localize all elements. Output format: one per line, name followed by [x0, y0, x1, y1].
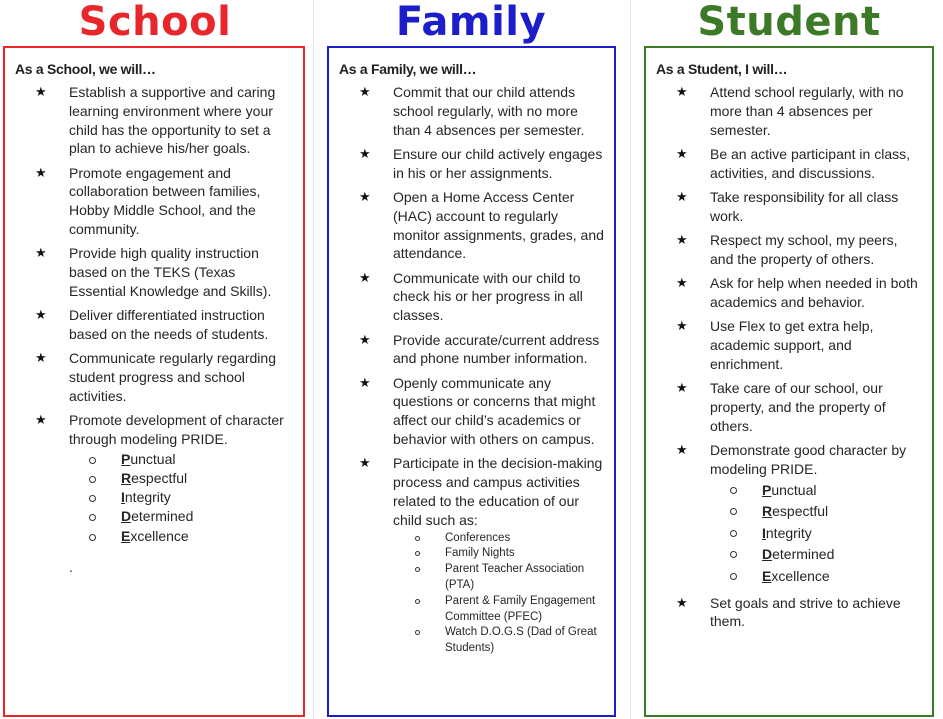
activities-list: [393, 531, 604, 657]
activity-item: Family Nights: [393, 546, 604, 562]
star-icon: ★: [359, 374, 371, 390]
student-commitments-list: [656, 83, 922, 631]
list-item: [656, 317, 922, 373]
list-item: [15, 349, 293, 405]
student-box: [644, 46, 934, 717]
star-icon: ★: [676, 380, 688, 396]
student-heading: As a Student, I will…: [656, 61, 788, 77]
item-text: Promote development of character through modeling PRIDE.: [69, 412, 284, 448]
item-text: Openly communicate any questions or concerns that might affect our child’s academics or behavior with others on campus.: [393, 374, 596, 448]
list-item: [656, 231, 922, 269]
list-item: [656, 83, 922, 139]
item-text: Open a Home Access Center (HAC) account to regularly monitor assignments, grades, and attendance.: [393, 188, 604, 262]
list-item: [656, 188, 922, 226]
pride-item: Integrity: [69, 488, 293, 507]
family-commitments-list: [339, 83, 604, 657]
circle-bullet-icon: [415, 551, 420, 556]
item-text: Provide accurate/current address and phone number information.: [393, 331, 600, 367]
item-text: Set goals and strive to achieve them.: [710, 594, 901, 630]
family-box: [327, 46, 616, 717]
star-icon: ★: [359, 188, 371, 204]
star-icon: ★: [359, 331, 371, 347]
list-item: [15, 244, 293, 300]
star-icon: ★: [359, 145, 371, 161]
circle-bullet-icon: [730, 487, 737, 494]
pride-item: Respectful: [710, 501, 922, 523]
family-column: [322, 0, 620, 655]
school-commitments-list: [15, 83, 293, 546]
circle-bullet-icon: [730, 573, 737, 580]
school-title: School: [78, 0, 232, 45]
star-icon: ★: [676, 145, 688, 161]
item-text: Communicate regularly regarding student progress and school activities.: [69, 350, 276, 404]
circle-bullet-icon: [730, 508, 737, 515]
school-column: [0, 0, 310, 575]
list-item: [656, 145, 922, 183]
item-text: Deliver differentiated instruction based on the needs of students.: [69, 307, 269, 343]
circle-bullet-icon: [730, 551, 737, 558]
list-item: [656, 594, 922, 632]
column-divider: [630, 0, 631, 719]
item-text: Commit that our child attends school regularly, with no more than 4 absences per semester.: [393, 84, 585, 138]
circle-bullet-icon: [89, 457, 96, 464]
circle-bullet-icon: [730, 530, 737, 537]
star-icon: ★: [359, 84, 371, 99]
item-text: Ensure our child actively engages in his or her assignments.: [393, 145, 603, 181]
list-item: [656, 379, 922, 435]
item-text: Communicate with our child to check his or her progress in all classes.: [393, 269, 583, 324]
list-item: [656, 441, 922, 588]
pride-list: [710, 480, 922, 588]
star-icon: ★: [676, 188, 688, 204]
item-text: Take responsibility for all class work.: [710, 188, 899, 224]
item-text: Provide high quality instruction based on the TEKS (Texas Essential Knowledge and Skills).: [69, 245, 272, 299]
star-icon: ★: [359, 455, 371, 471]
circle-bullet-icon: [415, 536, 420, 541]
star-icon: ★: [35, 164, 47, 180]
list-item: [339, 374, 604, 449]
list-item: [339, 188, 604, 263]
list-item: [339, 83, 604, 139]
list-item: [339, 269, 604, 325]
list-item: [15, 411, 293, 546]
trailing-period: .: [69, 558, 73, 575]
pride-item: Respectful: [69, 469, 293, 488]
list-item: [656, 274, 922, 312]
activity-item: Parent & Family Engagement Committee (PFEC): [393, 594, 604, 626]
list-item: [15, 306, 293, 344]
column-divider: [313, 0, 314, 719]
circle-bullet-icon: [89, 534, 96, 541]
item-text: Demonstrate good character by modeling PRIDE.: [710, 442, 907, 477]
item-text: Respect my school, my peers, and the property of others.: [710, 232, 898, 267]
item-text: Be an active participant in class, activities, and discussions.: [710, 145, 910, 181]
activity-item: Parent Teacher Association (PTA): [393, 562, 604, 594]
list-item: [15, 164, 293, 239]
family-title: Family: [395, 0, 547, 45]
pride-item: Integrity: [710, 523, 922, 545]
star-icon: ★: [676, 232, 688, 248]
star-icon: ★: [676, 442, 688, 458]
activity-item: Watch D.O.G.S (Dad of Great Students): [393, 625, 604, 657]
star-icon: ★: [676, 594, 688, 610]
pride-item: Excellence: [710, 566, 922, 588]
item-text: Take care of our school, our property, and the property of others.: [710, 380, 886, 434]
list-item: [15, 83, 293, 158]
student-column: [640, 0, 938, 630]
list-item: [339, 331, 604, 369]
item-text: Promote engagement and collaboration between families, Hobby Middle School, and the community.: [69, 164, 261, 238]
pride-item: Punctual: [69, 450, 293, 469]
star-icon: ★: [35, 245, 47, 261]
star-icon: ★: [359, 269, 371, 285]
pride-item: Excellence: [69, 527, 293, 546]
circle-bullet-icon: [89, 495, 96, 502]
family-heading: As a Family, we will…: [339, 61, 477, 77]
student-title: Student: [697, 0, 881, 45]
star-icon: ★: [676, 318, 688, 334]
item-text: Establish a supportive and caring learning environment where your child has the opportunity to set a plan to achieve his/her goals.: [69, 84, 276, 157]
school-box: [3, 46, 305, 717]
activity-item: Conferences: [393, 531, 604, 547]
circle-bullet-icon: [415, 567, 420, 572]
circle-bullet-icon: [415, 599, 420, 604]
pride-list: [69, 450, 293, 546]
pride-item: Determined: [69, 507, 293, 526]
circle-bullet-icon: [89, 476, 96, 483]
item-text: Use Flex to get extra help, academic support, and enrichment.: [710, 318, 874, 372]
item-text: Ask for help when needed in both academics and behavior.: [710, 275, 918, 310]
item-text: Attend school regularly, with no more than 4 absences per semester.: [710, 84, 904, 138]
star-icon: ★: [35, 307, 47, 323]
list-item: [339, 145, 604, 183]
star-icon: ★: [35, 412, 47, 428]
school-heading: As a School, we will…: [15, 61, 156, 77]
star-icon: ★: [35, 84, 47, 99]
circle-bullet-icon: [89, 514, 96, 521]
circle-bullet-icon: [415, 630, 420, 635]
pride-item: Determined: [710, 544, 922, 566]
list-item: [339, 454, 604, 657]
star-icon: ★: [35, 350, 47, 366]
star-icon: ★: [676, 275, 688, 291]
star-icon: ★: [676, 84, 688, 99]
item-text: Participate in the decision-making process and campus activities related to the education of our child such as:: [393, 455, 603, 528]
pride-item: Punctual: [710, 480, 922, 502]
